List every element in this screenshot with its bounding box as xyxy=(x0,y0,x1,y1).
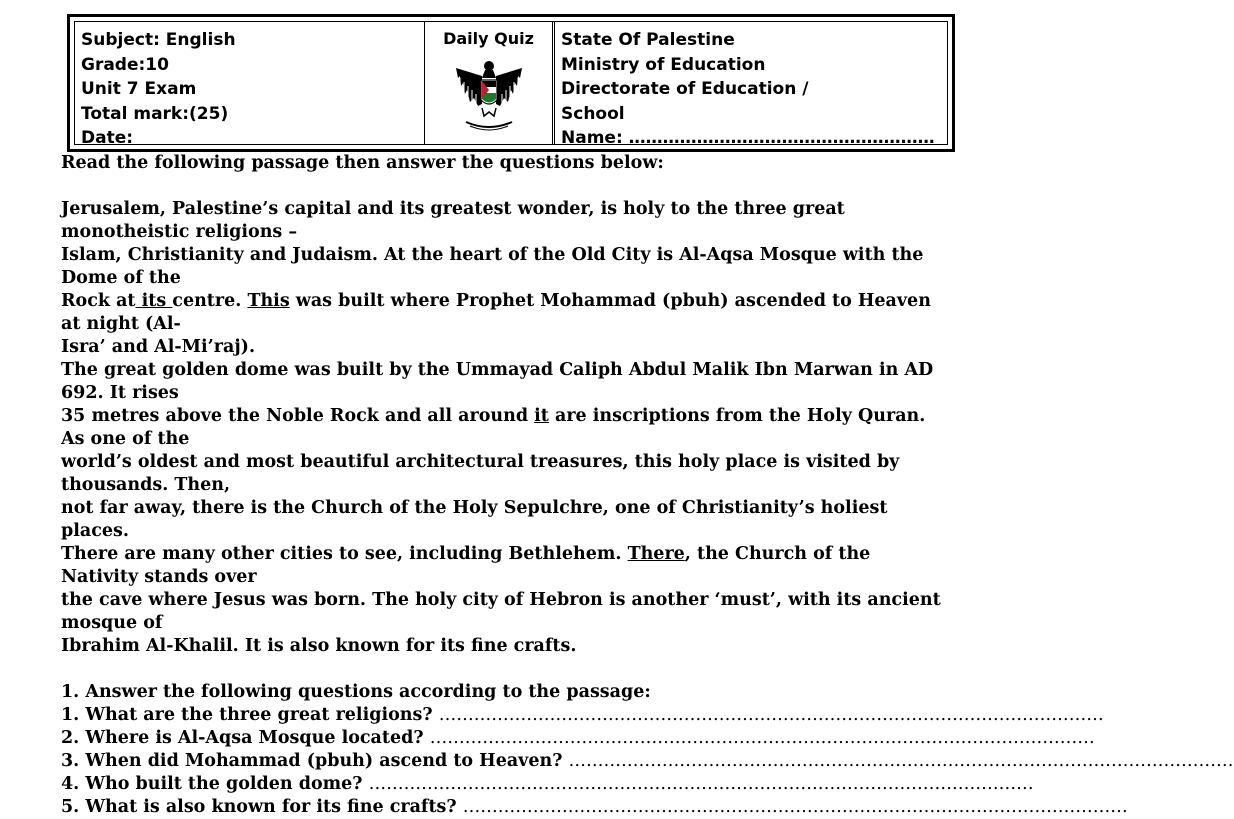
school-label: School xyxy=(561,103,625,124)
question-text: 2. Where is Al-Aqsa Mosque located? xyxy=(61,728,430,748)
underlined-word: This xyxy=(247,291,290,311)
underlined-word: There xyxy=(627,544,685,564)
passage-line: Ibrahim Al-Khalil. It is also known for its fine crafts. xyxy=(61,636,577,656)
palestine-eagle-emblem-icon xyxy=(454,56,524,136)
passage-line: There are many other cities to see, including Bethlehem. xyxy=(61,544,628,564)
passage-line: , the Church of the Nativity stands over xyxy=(61,544,871,587)
ministry-label: Ministry of Education xyxy=(561,54,766,75)
state-label: State Of Palestine xyxy=(561,30,735,50)
header-left-column xyxy=(75,22,425,148)
question-3[interactable] xyxy=(61,750,1234,773)
subject-label: Subject: English xyxy=(81,30,236,50)
quiz-content xyxy=(61,152,1234,819)
header-box xyxy=(67,14,955,152)
passage-line: are inscriptions from the Holy Quran. As one of the xyxy=(61,406,926,449)
questions-heading: 1. Answer the following questions according to the passage: xyxy=(61,682,651,702)
answer-dots[interactable]: …………………………………………………………………………………………………… xyxy=(462,797,1128,817)
header-inner xyxy=(74,21,948,148)
passage-line: centre. xyxy=(172,291,248,311)
underlined-word: its xyxy=(135,291,173,311)
passage-line: Rock at xyxy=(61,291,136,311)
passage-line: The great golden dome was built by the Ummayad Caliph Abdul Malik Ibn Marwan in AD 692. It rises xyxy=(61,360,934,403)
question-2[interactable] xyxy=(61,727,1095,750)
quiz-title: Daily Quiz xyxy=(443,29,534,48)
header-right-column xyxy=(555,22,947,148)
answer-dots[interactable]: …………………………………………………………………………………………………… xyxy=(368,774,1034,794)
passage-line: world’s oldest and most beautiful architectural treasures, this holy place is visited by thousands. Then, xyxy=(61,452,900,495)
date-label: Date: xyxy=(81,128,134,148)
question-text: 5. What is also known for its fine crafts? xyxy=(61,797,463,817)
question-text: 1. What are the three great religions? xyxy=(61,705,439,725)
answer-dots[interactable]: …………………………………………………………………………………………………… xyxy=(568,751,1234,771)
answer-dots[interactable]: …………………………………………………………………………………………………… xyxy=(429,728,1095,748)
passage-line: Jerusalem, Palestine’s capital and its greatest wonder, is holy to the three great monotheistic religions – xyxy=(61,199,845,242)
unit-label: Unit 7 Exam xyxy=(81,79,197,99)
answer-dots[interactable]: …………………………………………………………………………………………………… xyxy=(438,705,1104,725)
passage-line: 35 metres above the Noble Rock and all around xyxy=(61,406,535,426)
passage-line: Isra’ and Al-Mi’raj). xyxy=(61,337,256,357)
passage-paragraph-2 xyxy=(61,359,951,543)
passage-line: Islam, Christianity and Judaism. At the heart of the Old City is Al-Aqsa Mosque with the Dome of the xyxy=(61,245,924,288)
grade-label: Grade:10 xyxy=(81,54,169,75)
question-text: 4. Who built the golden dome? xyxy=(61,774,369,794)
header-center-column xyxy=(425,22,555,144)
passage-paragraph-3 xyxy=(61,543,951,658)
total-mark-label: Total mark:(25) xyxy=(81,103,229,124)
directorate-label: Directorate of Education / xyxy=(561,79,809,99)
underlined-word: it xyxy=(534,406,549,426)
passage-line: the cave where Jesus was born. The holy city of Hebron is another ‘must’, with its ancient mosque of xyxy=(61,590,941,633)
name-field[interactable]: Name: ……………………………………………… xyxy=(561,128,935,148)
question-4[interactable] xyxy=(61,773,1034,796)
question-text: 3. When did Mohammad (pbuh) ascend to Heaven? xyxy=(61,751,569,771)
question-5[interactable] xyxy=(61,796,1128,819)
passage-paragraph-1 xyxy=(61,198,951,359)
question-1[interactable] xyxy=(61,704,1104,727)
passage-line: was built where Prophet Mohammad (pbuh) ascended to Heaven at night (Al- xyxy=(61,291,931,334)
instruction-text: Read the following passage then answer the questions below: xyxy=(61,153,664,173)
passage-line: not far away, there is the Church of the Holy Sepulchre, one of Christianity’s holiest places. xyxy=(61,498,888,541)
